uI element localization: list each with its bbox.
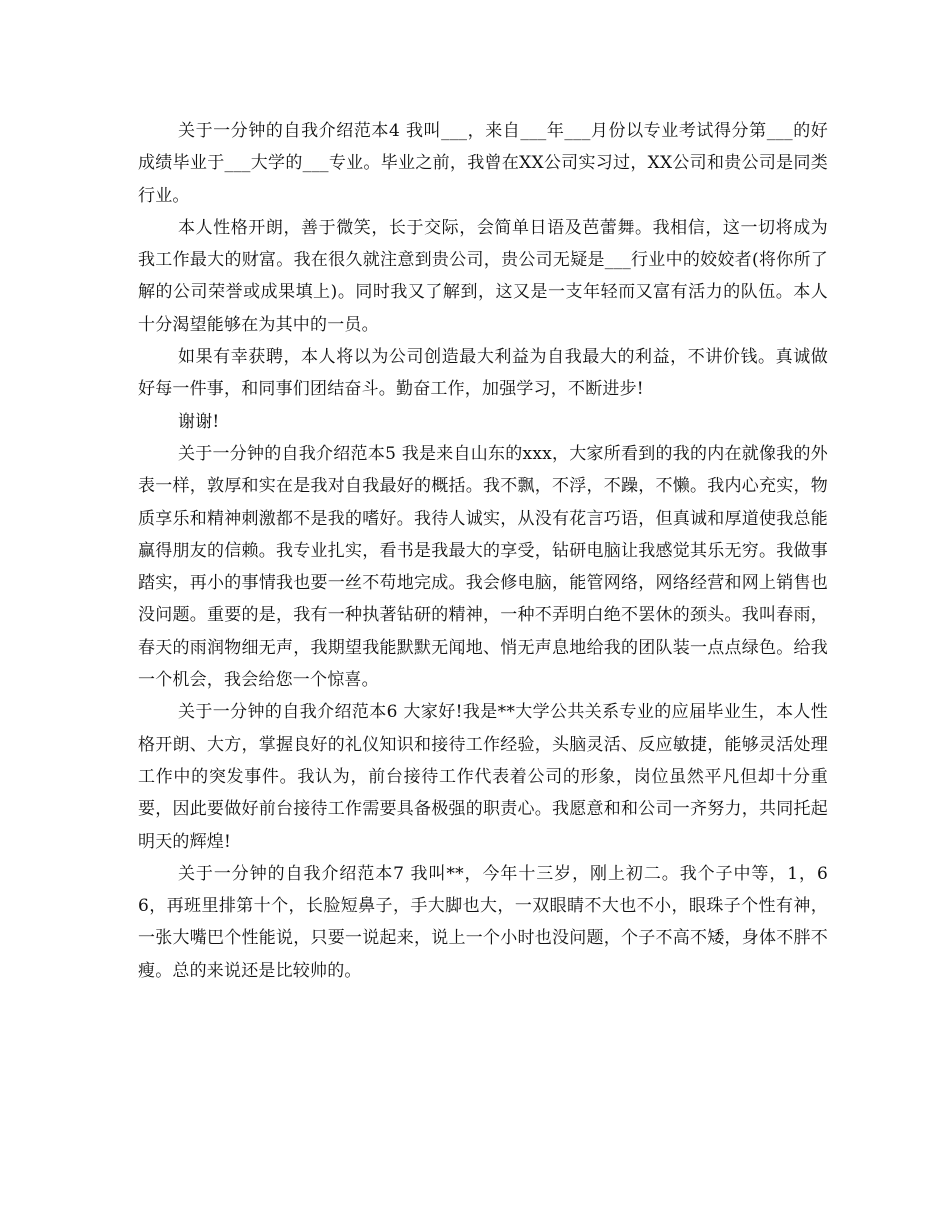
paragraph-sample-6: 关于一分钟的自我介绍范本6 大家好!我是**大学公共关系专业的应届毕业生，本人性格开朗、大方，掌握良好的礼仪知识和接待工作经验，头脑灵活、反应敏捷，能够灵活处理工作中的突发事件。我认为，前台接待工作代表着公司的形象，岗位虽然平凡但却十分重要，因此要做好前台接待工作需要具备极强的职责心。我愿意和和公司一齐努力，共同托起明天的辉煌! [138, 702, 828, 852]
paragraph-sample-4-commitment: 如果有幸获聘，本人将以为公司创造最大利益为自我最大的利益，不讲价钱。真诚做好每一件事，和同事们团结奋斗。勤奋工作，加强学习，不断进步! [138, 347, 828, 400]
paragraph-sample-5: 关于一分钟的自我介绍范本5 我是来自山东的xxx，大家所看到的我的内在就像我的外表一样，敦厚和实在是我对自我最好的概括。我不飘，不浮，不躁，不懒。我内心充实，物质享乐和精神刺激都不是我的嗜好。我待人诚实，从没有花言巧语，但真诚和厚道使我总能赢得朋友的信赖。我专业扎实，看书是我最大的享受，钻研电脑让我感觉其乐无穷。我做事踏实，再小的事情我也要一丝不苟地完成。我会修电脑，能管网络，网络经营和网上销售也没问题。重要的是，我有一种执著钻研的精神，一种不弄明白绝不罢休的颈头。我叫春雨，春天的雨润物细无声，我期望我能默默无闻地、悄无声息地给我的团队装一点点绿色。给我一个机会，我会给您一个惊喜。 [138, 443, 828, 691]
paragraph-sample-4-personality: 本人性格开朗，善于微笑，长于交际，会简单日语及芭蕾舞。我相信，这一切将成为我工作最大的财富。我在很久就注意到贵公司，贵公司无疑是___行业中的姣姣者(将你所了解的公司荣誉或成果填上)。同时我又了解到，这又是一支年轻而又富有活力的队伍。本人十分渴望能够在为其中的一员。 [138, 217, 828, 335]
paragraph-sample-4-intro: 关于一分钟的自我介绍范本4 我叫___，来自___年___月份以专业考试得分第___的好成绩毕业于___大学的___专业。毕业之前，我曾在XX公司实习过，XX公司和贵公司是同类行业。 [138, 121, 828, 206]
paragraph-thanks: 谢谢! [178, 411, 220, 432]
paragraph-sample-7: 关于一分钟的自我介绍范本7 我叫**，今年十三岁，刚上初二。我个子中等，1，66，再班里排第十个，长脸短鼻子，手大脚也大，一双眼睛不大也不小，眼珠子个性有神，一张大嘴巴个性能说，只要一说起来，说上一个小时也没问题，个子不高不矮，身体不胖不瘦。总的来说还是比较帅的。 [138, 863, 828, 981]
document-page [138, 115, 828, 987]
